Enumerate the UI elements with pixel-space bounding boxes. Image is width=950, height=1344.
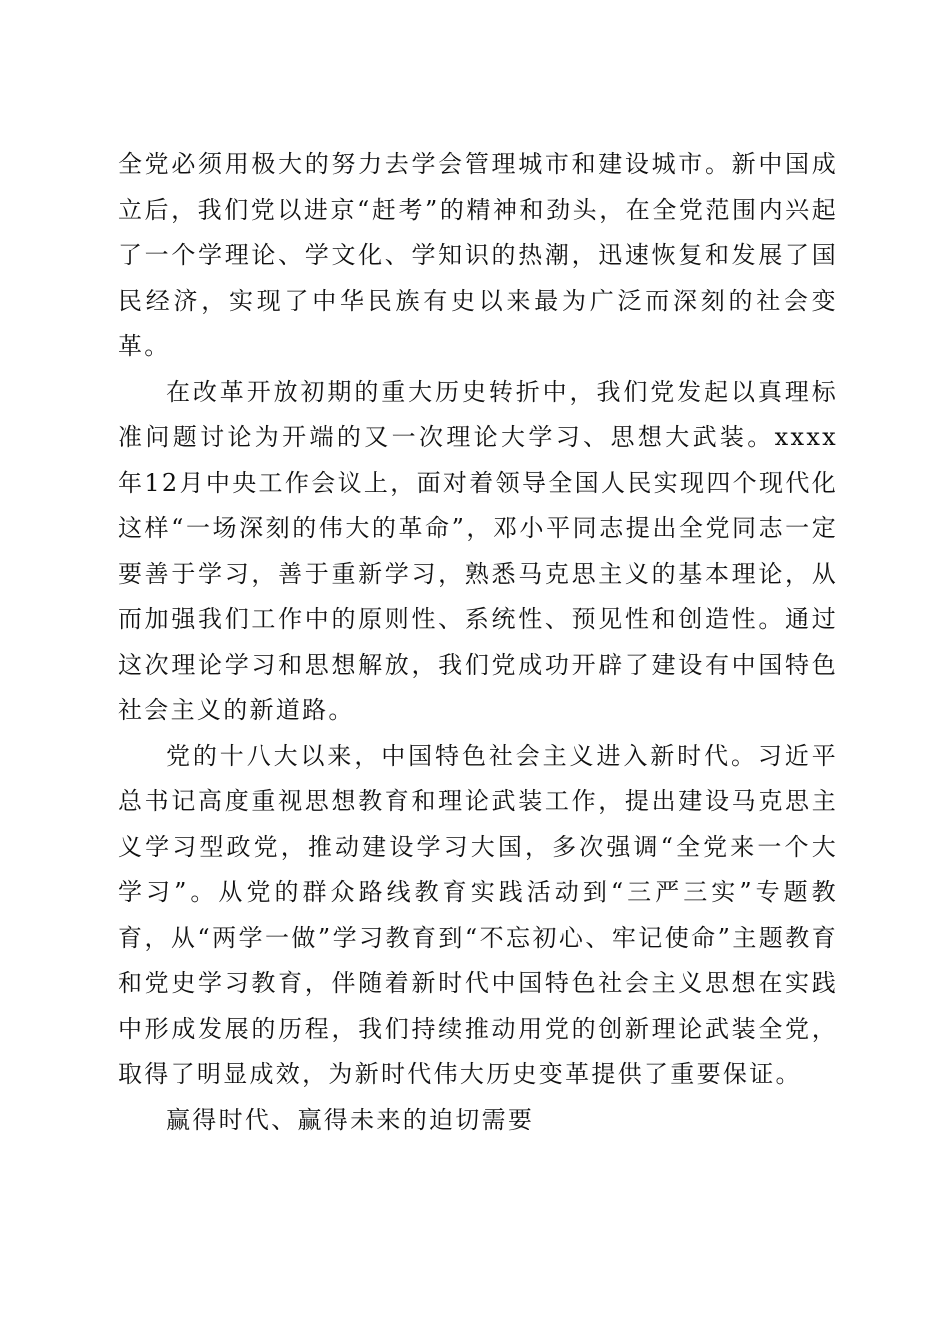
paragraph-continuation: 全党必须用极大的努力去学会管理城市和建设城市。新中国成立后，我们党以进京“赶考”的精神和劲头，在全党范围内兴起了一个学理论、学文化、学知识的热潮，迅速恢复和发展了国民经济，实现了中华民族有史以来最为广泛而深刻的社会变革。 <box>118 150 838 360</box>
document-body <box>118 142 838 1143</box>
paragraph-new-era: 党的十八大以来，中国特色社会主义进入新时代。习近平总书记高度重视思想教育和理论武装工作，提出建设马克思主义学习型政党，推动建设学习大国，多次强调“全党来一个大学习”。从党的群众路线教育实践活动到“三严三实”专题教育，从“两学一做”学习教育到“不忘初心、牢记使命”主题教育和党史学习教育，伴随着新时代中国特色社会主义思想在实践中形成发展的历程，我们持续推动用党的创新理论武装全党，取得了明显成效，为新时代伟大历史变革提供了重要保证。 <box>118 741 838 1088</box>
section-heading: 赢得时代、赢得未来的迫切需要 <box>166 1105 535 1134</box>
paragraph-reform-era: 在改革开放初期的重大历史转折中，我们党发起以真理标准问题讨论为开端的又一次理论大学习、思想大武装。xxxx年12月中央工作会议上，面对着领导全国人民实现四个现代化这样“一场深刻的伟大的革命”，邓小平同志提出全党同志一定要善于学习，善于重新学习，熟悉马克思主义的基本理论，从而加强我们工作中的原则性、系统性、预见性和创造性。通过这次理论学习和思想解放，我们党成功开辟了建设有中国特色社会主义的新道路。 <box>118 377 838 724</box>
